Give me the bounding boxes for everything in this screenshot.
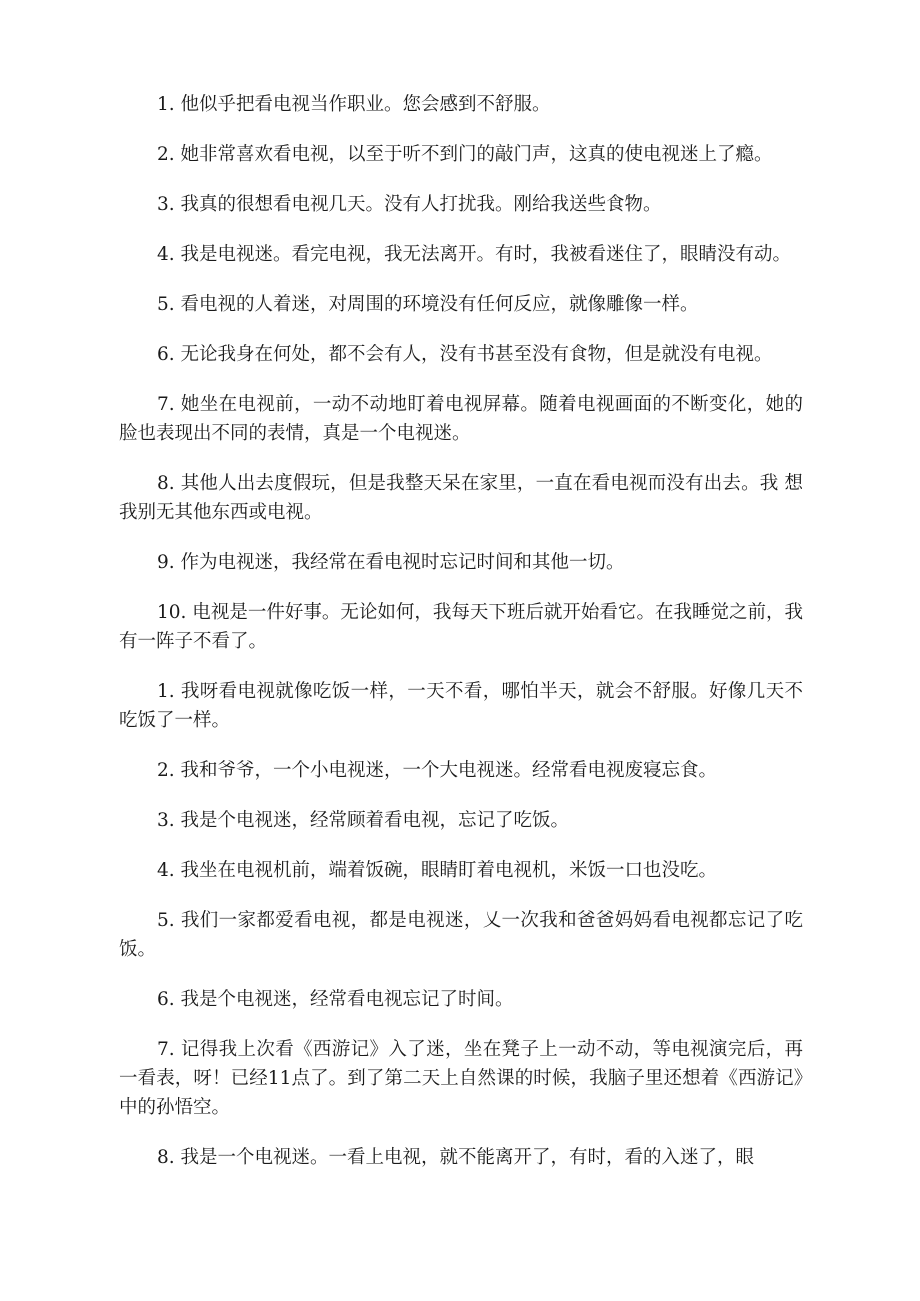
paragraph-6: 6. 无论我身在何处，都不会有人，没有书甚至没有食物，但是就没有电视。: [157, 344, 773, 365]
paragraph-12: 2. 我和爷爷，一个小电视迷，一个大电视迷。经常看电视废寝忘食。: [157, 760, 718, 781]
paragraph-18: 8. 我是一个电视迷。一看上电视，就不能离开了，有时，看的入迷了，眼: [157, 1147, 755, 1168]
paragraph-5: 5. 看电视的人着迷，对周围的环境没有任何反应，就像雕像一样。: [157, 294, 699, 315]
paragraph-9: 9. 作为电视迷，我经常在看电视时忘记时间和其他一切。: [157, 552, 625, 573]
paragraph-3: 3. 我真的很想看电视几天。没有人打扰我。刚给我送些食物。: [157, 194, 662, 215]
paragraph-2: 2. 她非常喜欢看电视，以至于听不到门的敲门声，这真的使电视迷上了瘾。: [157, 144, 773, 165]
paragraph-10: 10. 电视是一件好事。无论如何，我每天下班后就开始看它。在我睡觉之前，我有一阵子不看了。: [119, 602, 803, 652]
paragraph-14: 4. 我坐在电视机前，端着饭碗，眼睛盯着电视机，米饭一口也没吃。: [157, 860, 718, 881]
paragraph-11: 1. 我呀看电视就像吃饭一样，一天不看，哪怕半天，就会不舒服。好像几天不吃饭了一样。: [119, 681, 803, 731]
paragraph-15: 5. 我们一家都爱看电视，都是电视迷，乂一次我和爸爸妈妈看电视都忘记了吃饭。: [119, 910, 803, 960]
paragraph-1: 1. 他似乎把看电视当作职业。您会感到不舒服。: [157, 94, 551, 115]
paragraph-16: 6. 我是个电视迷，经常看电视忘记了时间。: [157, 989, 514, 1010]
paragraph-4: 4. 我是电视迷。看完电视，我无法离开。有时，我被看迷住了，眼睛没有动。: [157, 244, 792, 265]
document-body: [119, 90, 803, 1193]
paragraph-13: 3. 我是个电视迷，经常顾着看电视，忘记了吃饭。: [157, 810, 570, 831]
paragraph-8: 8. 其他人出去度假玩，但是我整天呆在家里，一直在看电视而没有出去。我 想我别无其他东西或电视。: [119, 473, 803, 523]
paragraph-7: 7. 她坐在电视前，一动不动地盯着电视屏幕。随着电视画面的不断变化，她的脸也表现出不同的表情，真是一个电视迷。: [119, 394, 803, 444]
paragraph-17: 7. 记得我上次看《西游记》入了迷，坐在凳子上一动不动，等电视演完后，再一看表，呀！已经11点了。到了第二天上自然课的时候，我脑子里还想着《西游记》中的孙悟空。: [119, 1039, 803, 1118]
